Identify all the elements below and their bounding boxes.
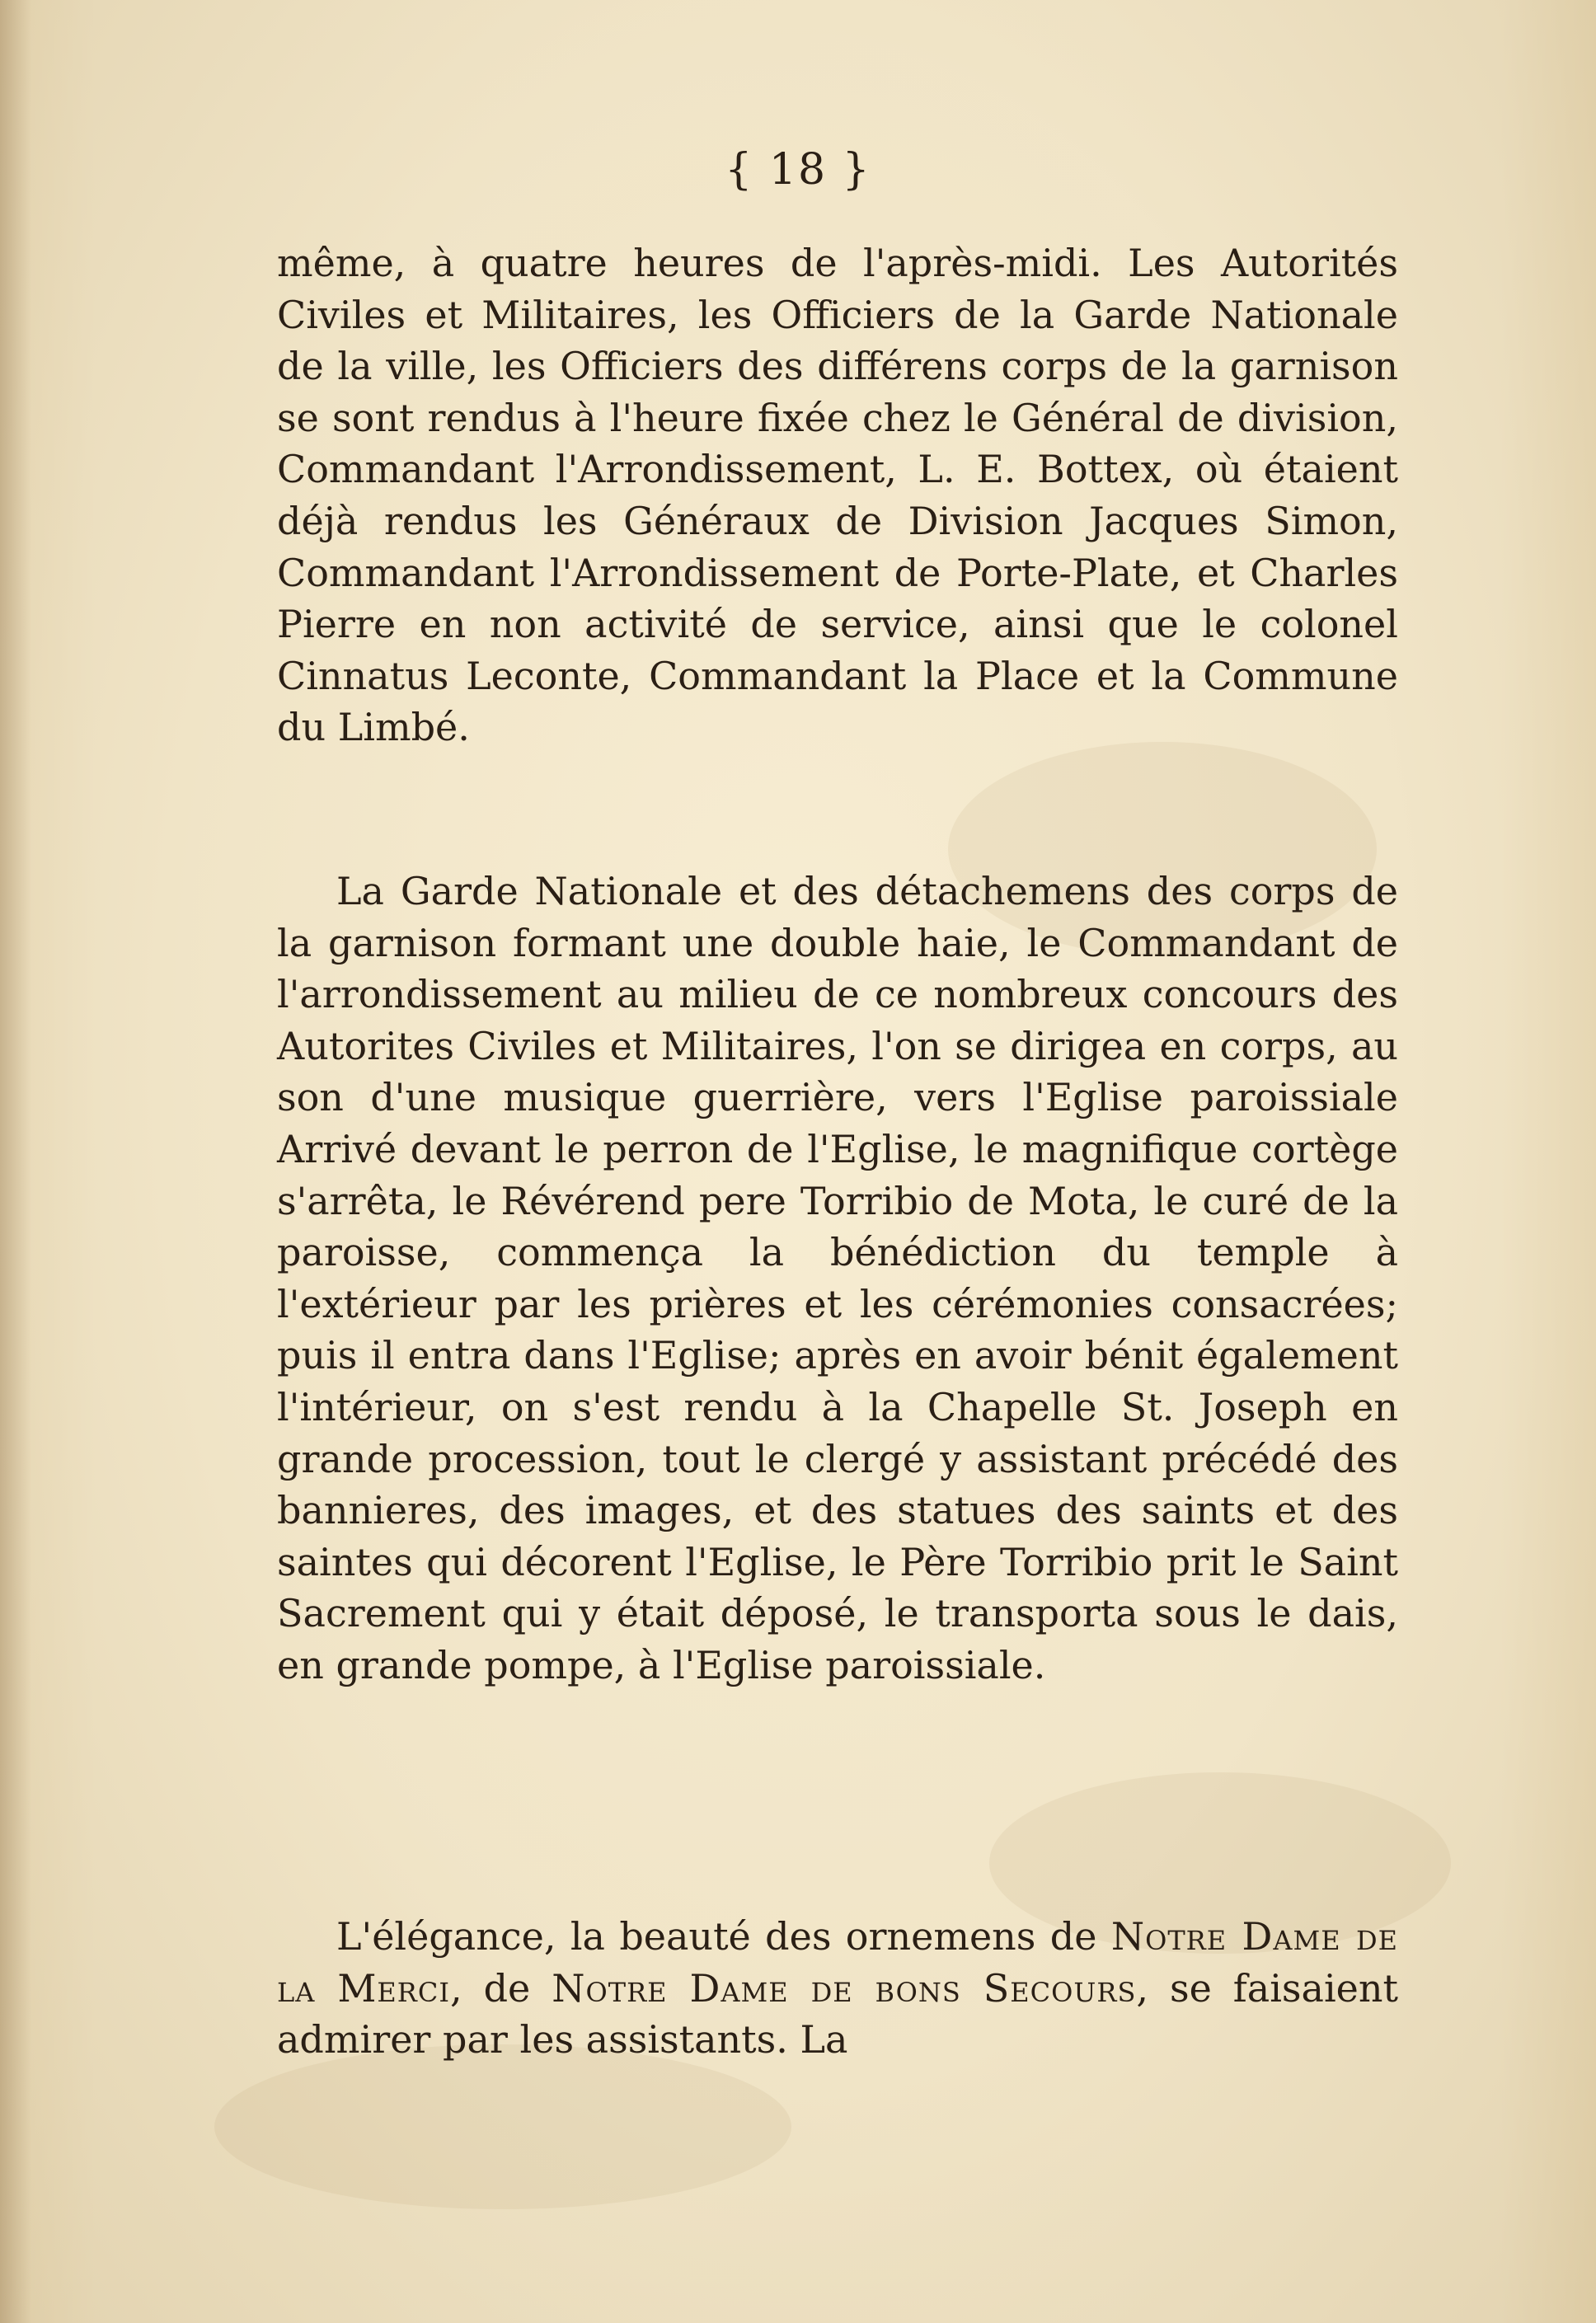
paragraph-3-after: , se faisaient admirer par les assistants. La	[277, 1965, 1398, 2063]
paragraph-3-before: L'élégance, la beauté des ornemens de	[336, 1914, 1111, 1959]
paragraph-3-mid: , de	[450, 1965, 552, 2011]
paragraph-2	[277, 866, 1398, 1692]
notre-dame-de-bons-secours: Notre Dame de bons Secours	[552, 1965, 1137, 2011]
paragraph-3-text	[277, 1911, 1398, 2066]
binding-edge-shadow	[0, 0, 31, 2323]
notre-dame-de-la-merci: Notre Dame de la Merci	[277, 1914, 1398, 2011]
paragraph-1	[277, 237, 1398, 753]
page-number: { 18 }	[725, 145, 871, 195]
paper-stain	[214, 2044, 791, 2209]
paragraph-1-text: même, à quatre heures de l'après-midi. Les Autorités Civiles et Militaires, les Officiers de la Garde Nationale de la ville, les Officiers des différens corps de la garnison se sont rendus à l'heure fixée chez le Général de division, Commandant l'Arrondissement, L. E. Bottex, où étaient déjà rendus les Généraux de Division Jacques Simon, Commandant l'Arrondissement de Porte-Plate, et Charles Pierre en non activité de service, ainsi que le colonel Cinnatus Leconte, Commandant la Place et la Commune du Limbé.	[277, 241, 1398, 750]
paragraph-2-text: La Garde Nationale et des détachemens des corps de la garnison formant une double haie, le Commandant de l'arrondissement au milieu de ce nombreux concours des Autorites Civiles et Militaires, l'on se dirigea en corps, au son d'une musique guerrière, vers l'Eglise paroissiale Arrivé devant le perron de l'Eglise, le magnifique cortège s'arrêta, le Révérend pere Torribio de Mota, le curé de la paroisse, commença la bénédiction du temple à l'extérieur par les prières et les cérémonies consacrées; puis il entra dans l'Eglise; après en avoir bénit également l'intérieur, on s'est rendu à la Chapelle St. Joseph en grande procession, tout le clergé y assistant précédé des bannieres, des images, et des statues des saints et des saintes qui décorent l'Eglise, le Père Torribio prit le Saint Sacrement qui y était déposé, le transporta sous le dais, en grande pompe, à l'Eglise paroissiale.	[277, 869, 1398, 1687]
paragraph-3	[277, 1911, 1398, 2066]
